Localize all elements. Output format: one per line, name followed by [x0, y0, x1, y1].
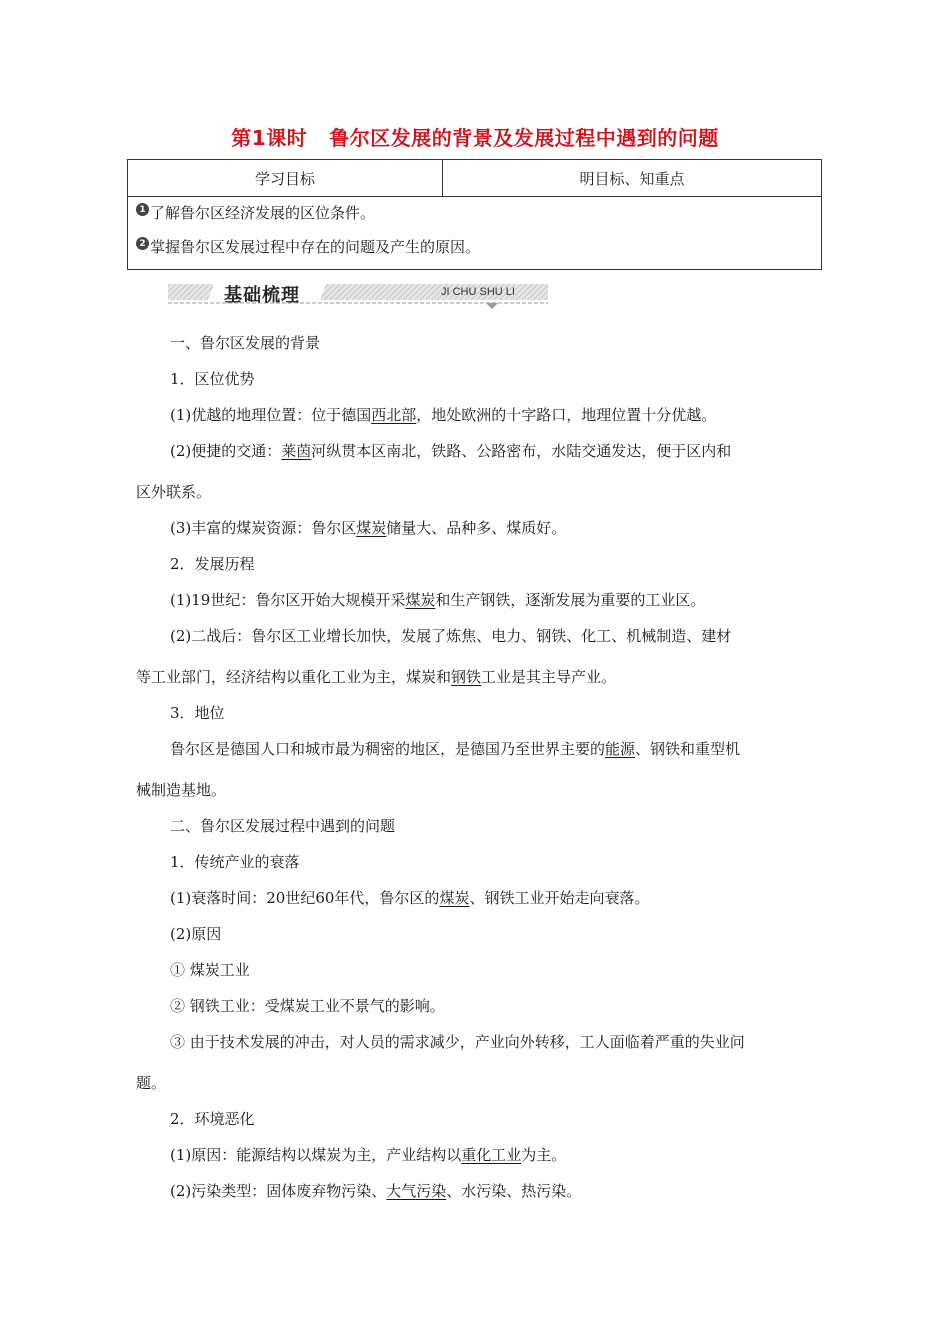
goal-item: 2 掌握鲁尔区发展过程中存在的问题及产生的原因。	[136, 236, 480, 257]
paragraph-continuation: 题。	[136, 1074, 167, 1092]
list-item: ② 钢铁工业：受煤炭工业不景气的影响。	[170, 997, 445, 1015]
fill-in-answer: 煤炭	[405, 591, 436, 609]
fill-in-answer: 重化工业	[461, 1146, 522, 1164]
page-title	[0, 122, 950, 151]
paragraph: (2)原因	[170, 925, 222, 943]
subheading: 1．传统产业的衰落	[170, 853, 300, 871]
list-item: ③ 由于技术发展的冲击，对人员的需求减少，产业向外转移，工人面临着严重的失业问	[170, 1033, 745, 1051]
subheading: 3．地位	[170, 704, 225, 722]
paragraph: (1)衰落时间：20世纪60年代，鲁尔区的煤炭、钢铁工业开始走向衰落。	[170, 889, 650, 907]
subheading: 2．发展历程	[170, 555, 255, 573]
paragraph: 鲁尔区是德国人口和城市最为稠密的地区，是德国乃至世界主要的能源、钢铁和重型机	[170, 740, 741, 758]
learning-goals-table	[127, 159, 822, 270]
fill-in-answer: 西北部	[371, 406, 417, 424]
paragraph: (1)优越的地理位置：位于德国西北部，地处欧洲的十字路口，地理位置十分优越。	[170, 406, 717, 424]
banner-pinyin: JI CHU SHU LI	[441, 286, 515, 298]
banner-label: 基础梳理	[224, 285, 300, 306]
fill-in-answer: 能源	[605, 740, 636, 758]
fill-in-answer: 大气污染	[386, 1182, 447, 1200]
paragraph-continuation: 械制造基地。	[136, 781, 227, 799]
section-heading: 二、鲁尔区发展过程中遇到的问题	[170, 817, 396, 835]
section-banner	[168, 280, 548, 310]
paragraph-continuation: 等工业部门，经济结构以重化工业为主，煤炭和钢铁工业是其主导产业。	[136, 668, 617, 686]
lesson-number: 第1课时	[231, 126, 308, 150]
goal-item: 1 了解鲁尔区经济发展的区位条件。	[136, 202, 375, 223]
paragraph: (2)污染类型：固体废弃物污染、大气污染、水污染、热污染。	[170, 1182, 582, 1200]
goals-header-row	[128, 160, 821, 197]
paragraph-continuation: 区外联系。	[136, 483, 212, 501]
number-badge-icon: 1	[136, 203, 149, 216]
fill-in-answer: 煤炭	[439, 889, 470, 907]
section-heading: 一、鲁尔区发展的背景	[170, 334, 321, 352]
goals-header-right: 明目标、知重点	[579, 169, 685, 188]
paragraph: (1)原因：能源结构以煤炭为主，产业结构以重化工业为主。	[170, 1146, 567, 1164]
list-item: ① 煤炭工业	[170, 961, 250, 979]
subheading: 2．环境恶化	[170, 1110, 255, 1128]
paragraph: (2)便捷的交通：莱茵河纵贯本区南北，铁路、公路密布，水陆交通发达，便于区内和	[170, 442, 732, 460]
fill-in-answer: 莱茵	[281, 442, 312, 460]
subheading: 1．区位优势	[170, 370, 255, 388]
fill-in-answer: 钢铁	[451, 668, 482, 686]
paragraph: (2)二战后：鲁尔区工业增长加快，发展了炼焦、电力、钢铁、化工、机械制造、建材	[170, 627, 732, 645]
lesson-topic: 鲁尔区发展的背景及发展过程中遇到的问题	[329, 126, 719, 150]
number-badge-icon: 2	[136, 237, 149, 250]
fill-in-answer: 煤炭	[356, 519, 387, 537]
paragraph: (3)丰富的煤炭资源：鲁尔区煤炭储量大、品种多、煤质好。	[170, 519, 567, 537]
paragraph: (1)19世纪：鲁尔区开始大规模开采煤炭和生产钢铁，逐渐发展为重要的工业区。	[170, 591, 706, 609]
goals-header-left: 学习目标	[128, 160, 443, 196]
